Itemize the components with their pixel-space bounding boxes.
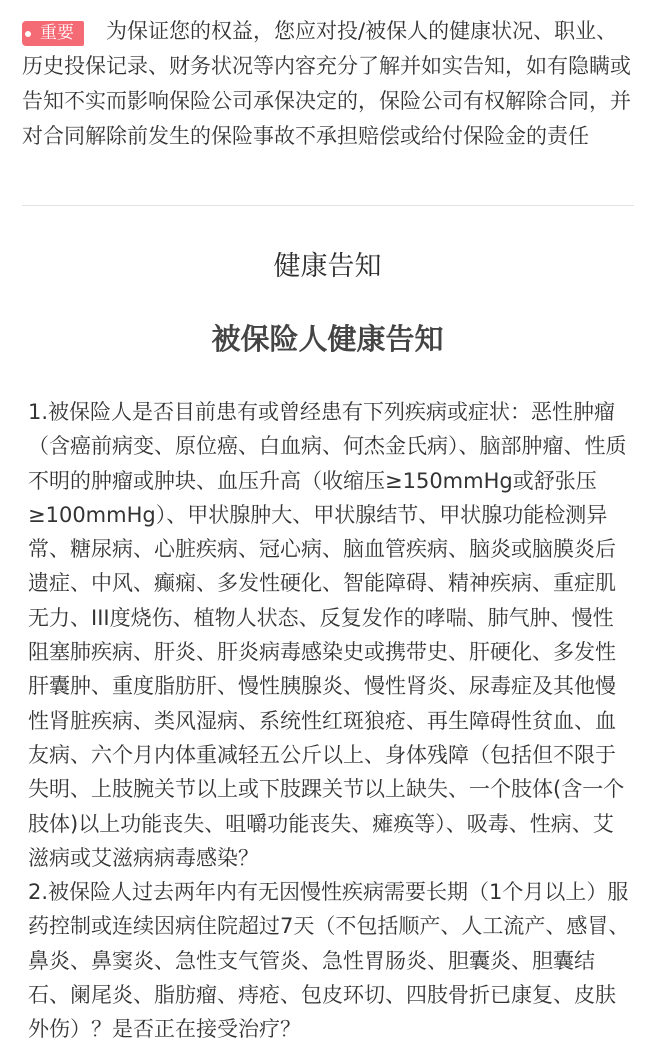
important-badge-label: 重要 (40, 23, 74, 43)
health-question-2: 2.被保险人过去两年内有无因慢性疾病需要长期（1个月以上）服药控制或连续因病住院超过7天（不包括顺产、人工流产、感冒、鼻炎、鼻窦炎、急性支气管炎、急性胃肠炎、胆囊炎、胆囊结石、阑尾炎、脂肪瘤、痔疮、包皮环切、四肢骨折已康复、皮肤外伤）？是否正在接受治疗？ (28, 880, 630, 1042)
insured-health-notice-title: 被保险人健康告知 (211, 322, 444, 356)
section-title: 健康告知 (273, 251, 382, 282)
divider (22, 205, 634, 206)
health-question-list (28, 395, 634, 1047)
important-notice-text: 为保证您的权益，您应对投/被保人的健康状况、职业、历史投保记录、财务状况等内容充分了解并如实告知，如有隐瞒或告知不实而影响保险公司承保决定的，保险公司有权解除合同，并对合同解除前发生的保险事故不承担赔偿或给付保险金的责任 (22, 19, 631, 148)
health-question-1: 1.被保险人是否目前患有或曾经患有下列疾病或症状：恶性肿瘤（含癌前病变、原位癌、白血病、何杰金氏病）、脑部肿瘤、性质不明的肿瘤或肿块、血压升高（收缩压≥150mmHg或舒张压≥100mmHg）、甲状腺肿大、甲状腺结节、甲状腺功能检测异常、糖尿病、心脏疾病、冠心病、脑血管疾病、脑炎或脑膜炎后遗症、中风、癫痫、多发性硬化、智能障碍、精神疾病、重症肌无力、III度烧伤、植物人状态、反复发作的哮喘、肺气肿、慢性阻塞肺疾病、肝炎、肝炎病毒感染史或携带史、肝硬化、多发性肝囊肿、重度脂肪肝、慢性胰腺炎、慢性肾炎、尿毒症及其他慢性肾脏疾病、类风湿病、系统性红斑狼疮、再生障碍性贫血、血友病、六个月内体重减轻五公斤以上、身体残障（包括但不限于失明、上肢腕关节以上或下肢踝关节以上缺失、一个肢体(含一个肢体)以上功能丧失、咀嚼功能丧失、瘫痪等）、吸毒、性病、艾滋病或艾滋病病毒感染？ (28, 400, 627, 870)
